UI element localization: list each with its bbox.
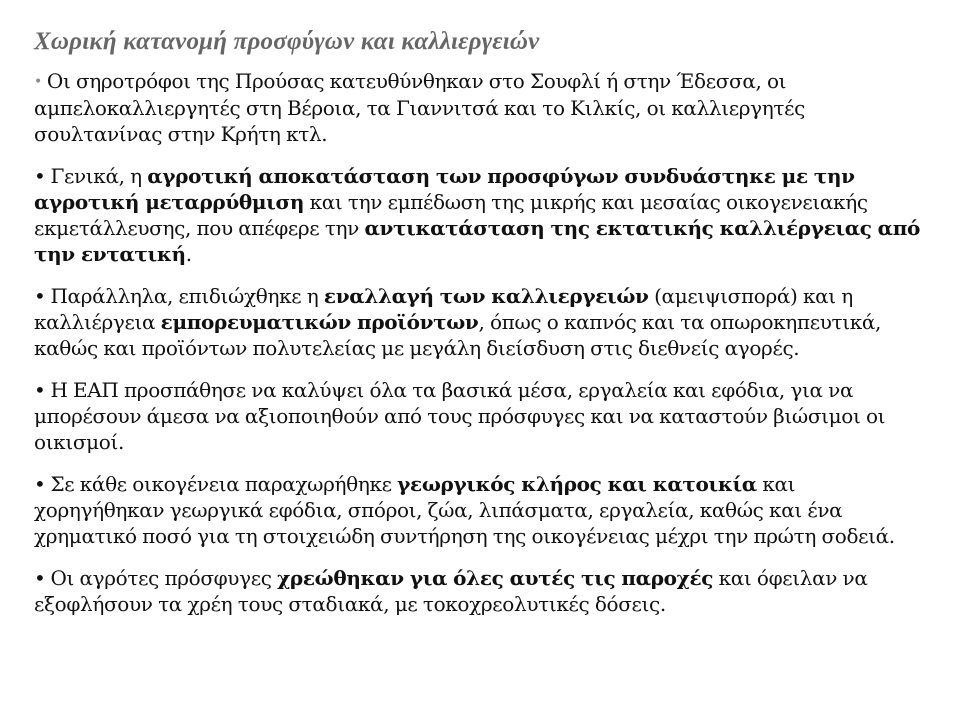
slide-title: Χωρική κατανομή προσφύγων και καλλιεργειών xyxy=(34,28,540,55)
bullet-text: και όφειλαν να εξοφλήσουν τα χρέη τους σταδιακά, με τοκοχρεολυτικές δόσεις. xyxy=(34,566,868,616)
bullet-text: Οι σηροτρόφοι της Προύσας κατευθύνθηκαν στο Σουφλί ή στην Έδεσσα, οι αμπελοκαλλιεργητές στη Βέροια, τα Γιαννιτσά και το Κιλκίς, οι καλλιεργητές σουλτανίνας στην Κρήτη κτλ. xyxy=(34,69,805,146)
bullet-dot-icon: • xyxy=(34,566,46,590)
bullet-emphasis: αγροτική αποκατάσταση των προσφύγων συνδυάστηκε με την αγροτική μεταρρύθμιση xyxy=(34,164,855,214)
bullet-text: Παράλληλα, επιδιώχθηκε η xyxy=(50,284,324,308)
bullet-dot-icon: • xyxy=(34,284,46,308)
bullet-item-3 xyxy=(34,283,930,361)
bullet-emphasis: εναλλαγή των καλλιεργειών xyxy=(323,284,649,308)
bullet-text: Η ΕΑΠ προσπάθησε να καλύψει όλα τα βασικά μέσα, εργαλεία και εφόδια, για να μπορέσουν άμεσα να αξιοποιηθούν από τους πρόσφυγες και να καταστούν βιώσιμοι οι οικισμοί. xyxy=(34,378,886,454)
bullet-text: , όπως ο καπνός και τα οπωροκηπευτικά, καθώς και προϊόντων πολυτελείας με μεγάλη διείσδυση στις διεθνείς αγορές. xyxy=(34,310,882,360)
bullet-text: Οι αγρότες πρόσφυγες xyxy=(50,566,278,590)
bullet-dot-icon: • xyxy=(34,472,46,496)
bullet-dot-icon: • xyxy=(34,74,42,90)
bullet-list xyxy=(34,68,930,617)
bullet-text: Σε κάθε οικογένεια παραχωρήθηκε xyxy=(50,472,398,496)
bullet-emphasis: εμπορευματικών προϊόντων xyxy=(160,310,479,334)
bullet-text: Γενικά, η xyxy=(50,164,148,188)
bullet-item-4 xyxy=(34,377,930,455)
bullet-emphasis: χρεώθηκαν για όλες αυτές τις παροχές xyxy=(277,566,714,590)
bullet-emphasis: γεωργικός κλήρος και κατοικία xyxy=(397,472,757,496)
bullet-dot-icon: • xyxy=(34,378,46,402)
bullet-item-1 xyxy=(34,68,930,147)
bullet-text: (αμειψισπορά) και η καλλιέργεια xyxy=(34,284,853,334)
bullet-dot-icon: • xyxy=(34,164,46,188)
bullet-text: και χορηγήθηκαν γεωργικά εφόδια, σπόροι, ζώα, λιπάσματα, εργαλεία, καθώς και ένα χρηματικό ποσό για τη στοιχειώδη συντήρηση της οικογένειας μέχρι την πρώτη σοδειά. xyxy=(34,472,895,548)
bullet-item-2 xyxy=(34,163,930,267)
bullet-text: και την εμπέδωση της μικρής και μεσαίας οικογενειακής εκμετάλλευσης, που απέφερε την xyxy=(34,190,868,240)
bullet-text: . xyxy=(185,242,192,266)
bullet-item-6 xyxy=(34,565,930,617)
bullet-emphasis: αντικατάσταση της εκτατικής καλλιέργειας από την εντατική xyxy=(34,216,921,266)
bullet-item-5 xyxy=(34,471,930,549)
